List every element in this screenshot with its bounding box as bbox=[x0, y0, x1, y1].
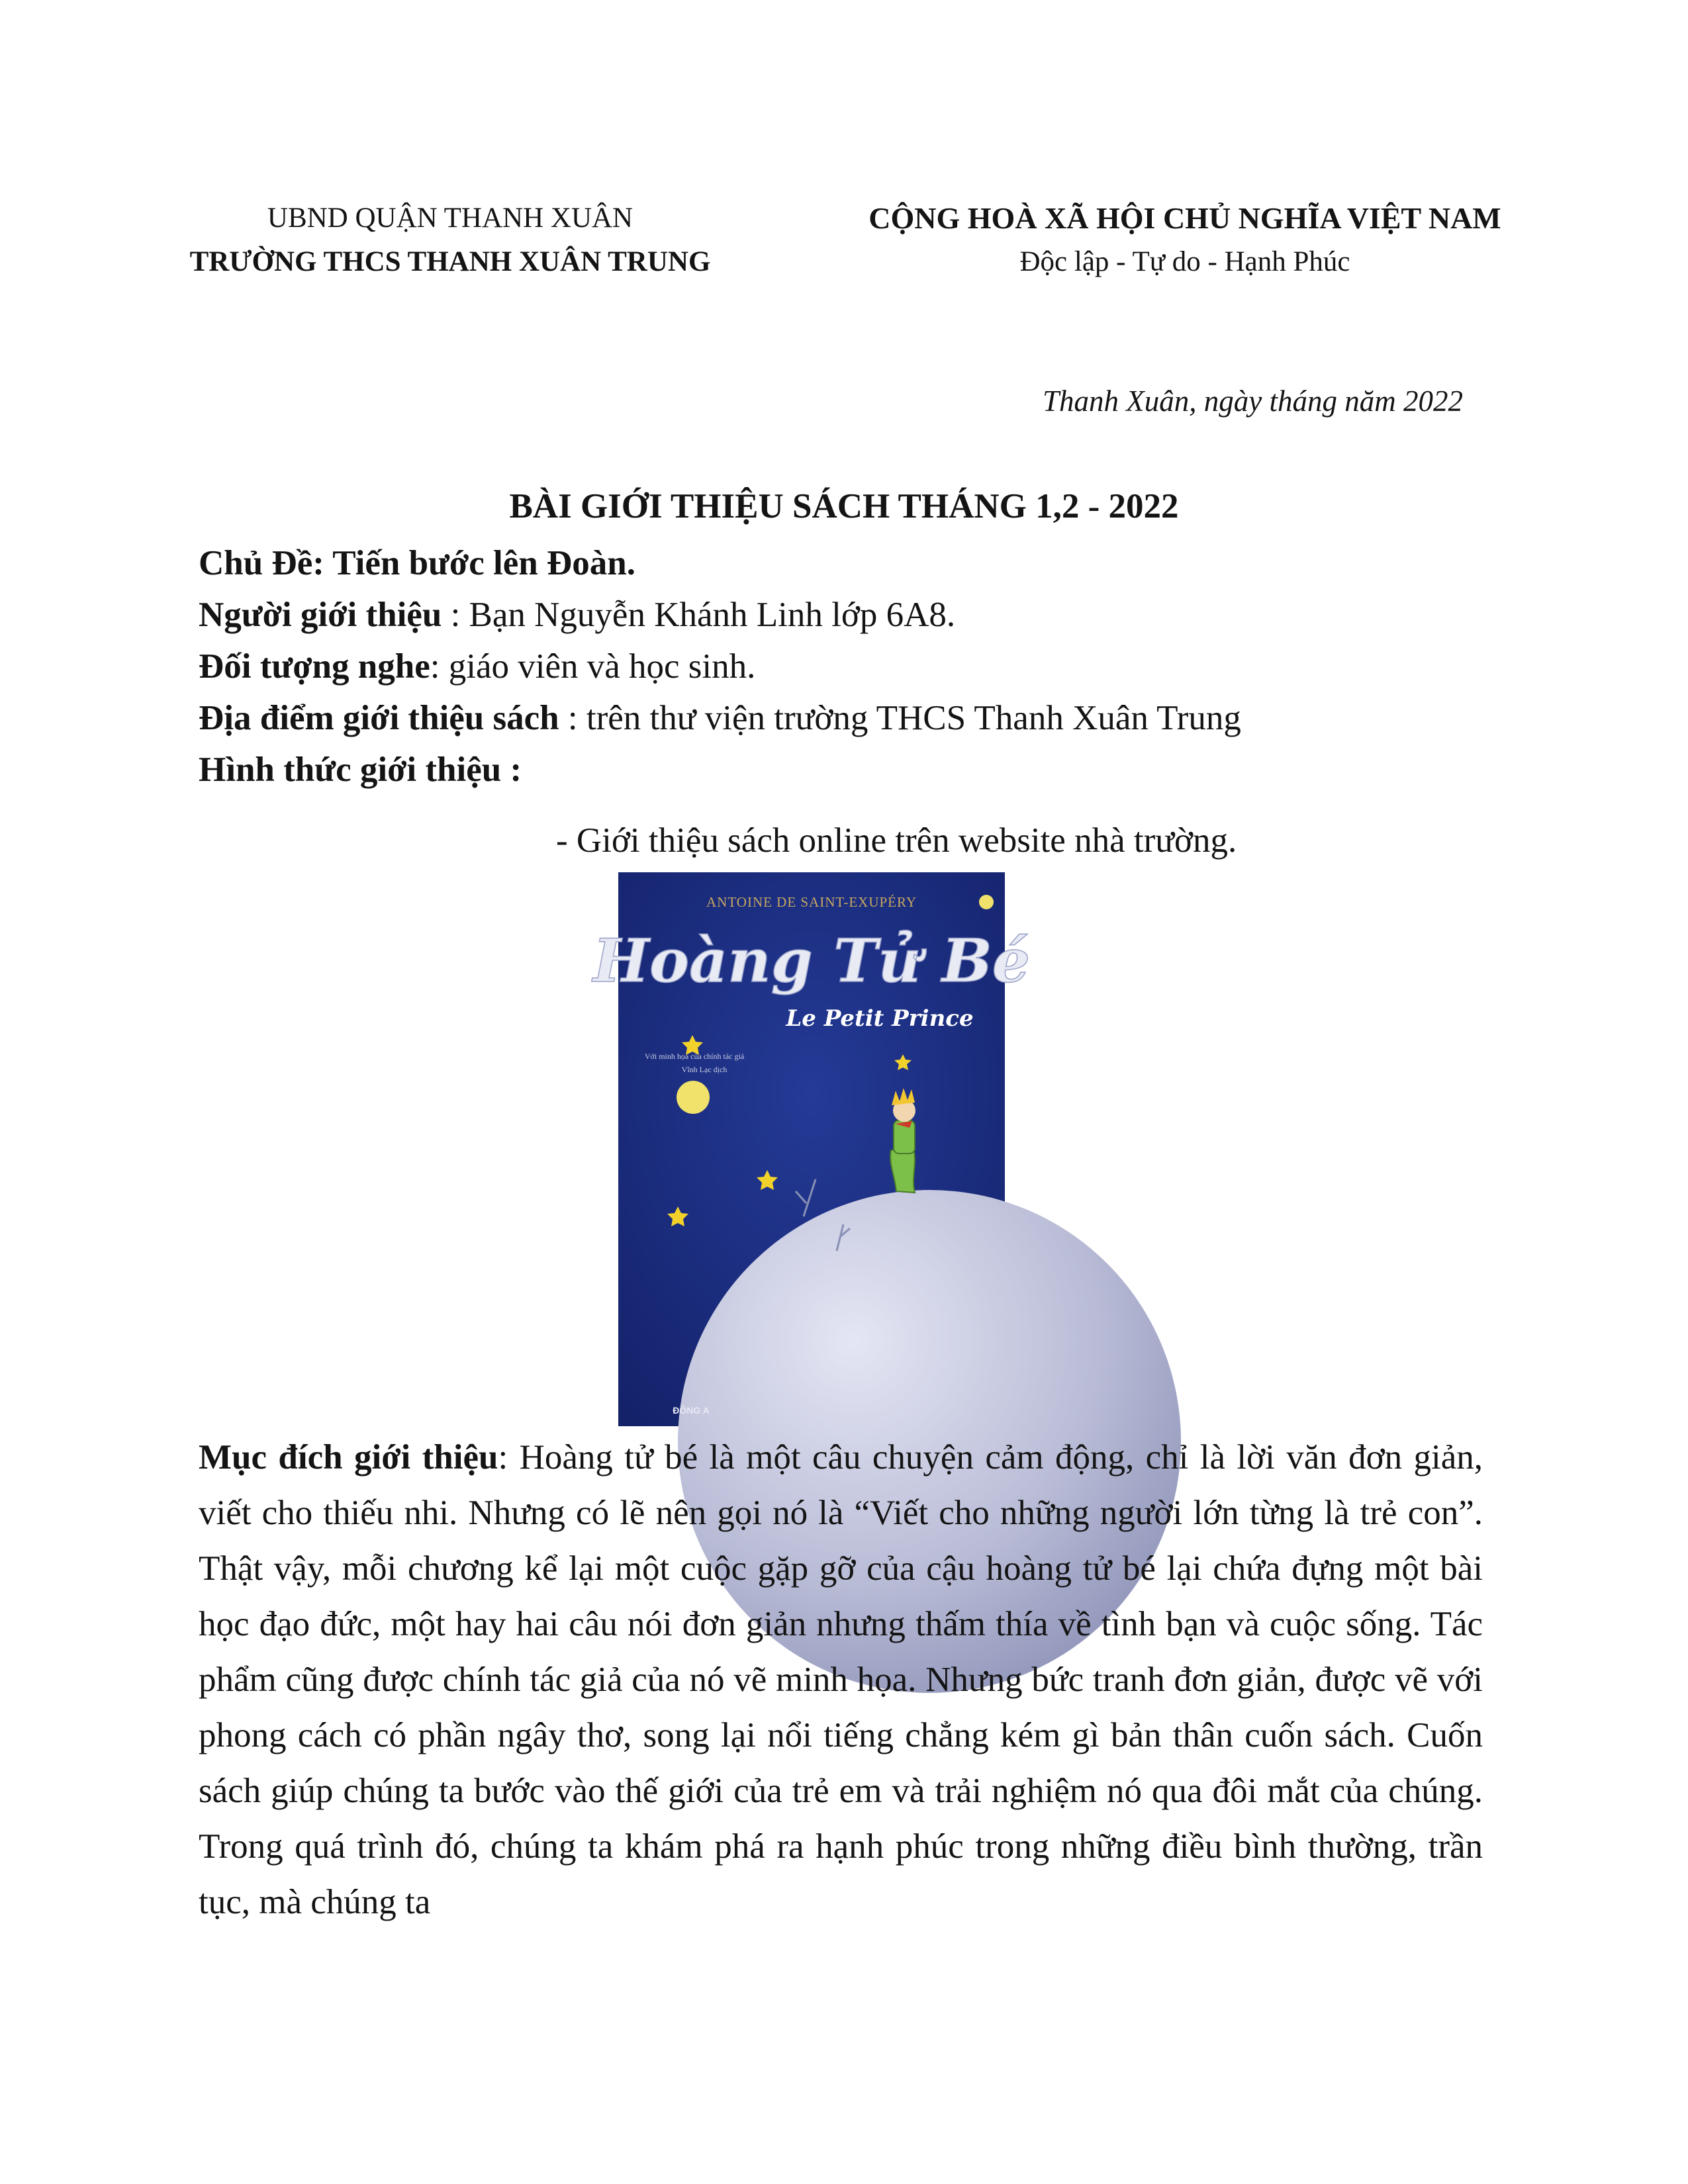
info-block bbox=[199, 537, 1523, 796]
cover-publisher: ĐÔNG A bbox=[673, 1405, 710, 1416]
cover-small-moon bbox=[979, 895, 994, 909]
location-value: : trên thư viện trường THCS Thanh Xuân Trung bbox=[559, 699, 1241, 737]
purpose-label: Mục đích giới thiệu bbox=[199, 1438, 498, 1477]
cover-author: ANTOINE DE SAINT-EXUPÉRY bbox=[706, 894, 917, 910]
header-left bbox=[152, 199, 748, 282]
cover-subtitle: Le Petit Prince bbox=[786, 1005, 974, 1032]
purpose-paragraph bbox=[199, 1430, 1483, 1930]
presenter-line bbox=[199, 589, 1523, 641]
audience-line bbox=[199, 641, 1523, 692]
audience-label: Đối tượng nghe bbox=[199, 647, 430, 686]
book-cover-image bbox=[592, 872, 1031, 1426]
presenter-value: : Bạn Nguyễn Khánh Linh lớp 6A8. bbox=[442, 596, 956, 634]
header-right bbox=[821, 199, 1549, 282]
location-line bbox=[199, 692, 1523, 744]
page-title: BÀI GIỚI THIỆU SÁCH THÁNG 1,2 - 2022 bbox=[509, 487, 1179, 525]
method-label: Hình thức giới thiệu : bbox=[199, 751, 522, 789]
purpose-text: : Hoàng tử bé là một câu chuyện cảm động, chỉ là lời văn đơn giản, viết cho thiếu nhi. Nhưng có lẽ nên gọi nó là “Viết cho những người lớn từng là trẻ con”. Thật vậy, mỗi chương kể lại một cuộc gặp gỡ của cậu hoàng tử bé lại chứa đựng một bài học đạo đức, một hay hai câu nói đơn giản nhưng thấm thía về tình bạn và cuộc sống. Tác phẩm cũng được chính tác giả của nó vẽ minh họa. Nhưng bức tranh đơn giản, được vẽ với phong cách có phần ngây thơ, song lại nổi tiếng chẳng kém gì bản thân cuốn sách. Cuốn sách giúp chúng ta bước vào thế giới của trẻ em và trải nghiệm nó qua đôi mắt của chúng. Trong quá trình đó, chúng ta khám phá ra hạnh phúc trong những điều bình thường, trần tục, mà chúng ta bbox=[199, 1438, 1483, 1921]
presenter-label: Người giới thiệu bbox=[199, 596, 442, 634]
cover-moon bbox=[677, 1081, 710, 1114]
little-prince-figure bbox=[890, 1088, 915, 1193]
cover-note-line2: Vĩnh Lạc dịch bbox=[681, 1065, 727, 1074]
cover-note-line1: Với minh họa của chính tác giả bbox=[644, 1052, 745, 1061]
cover-title: Hoàng Tử Bé bbox=[592, 926, 1031, 996]
audience-value: : giáo viên và học sinh. bbox=[430, 647, 756, 686]
school-name: TRƯỜNG THCS THANH XUÂN TRUNG bbox=[189, 246, 711, 277]
method-value: - Giới thiệu sách online trên website nhà trường. bbox=[556, 821, 1237, 860]
location-label: Địa điểm giới thiệu sách bbox=[199, 699, 559, 737]
date-line: Thanh Xuân, ngày tháng năm 2022 bbox=[1043, 385, 1463, 418]
district-name: UBND QUẬN THANH XUÂN bbox=[267, 203, 633, 234]
country-name: CỘNG HOÀ XÃ HỘI CHỦ NGHĨA VIỆT NAM bbox=[868, 201, 1501, 235]
topic-line: Chủ Đề: Tiến bước lên Đoàn. bbox=[199, 544, 635, 582]
national-motto: Độc lập - Tự do - Hạnh Phúc bbox=[1019, 246, 1350, 277]
